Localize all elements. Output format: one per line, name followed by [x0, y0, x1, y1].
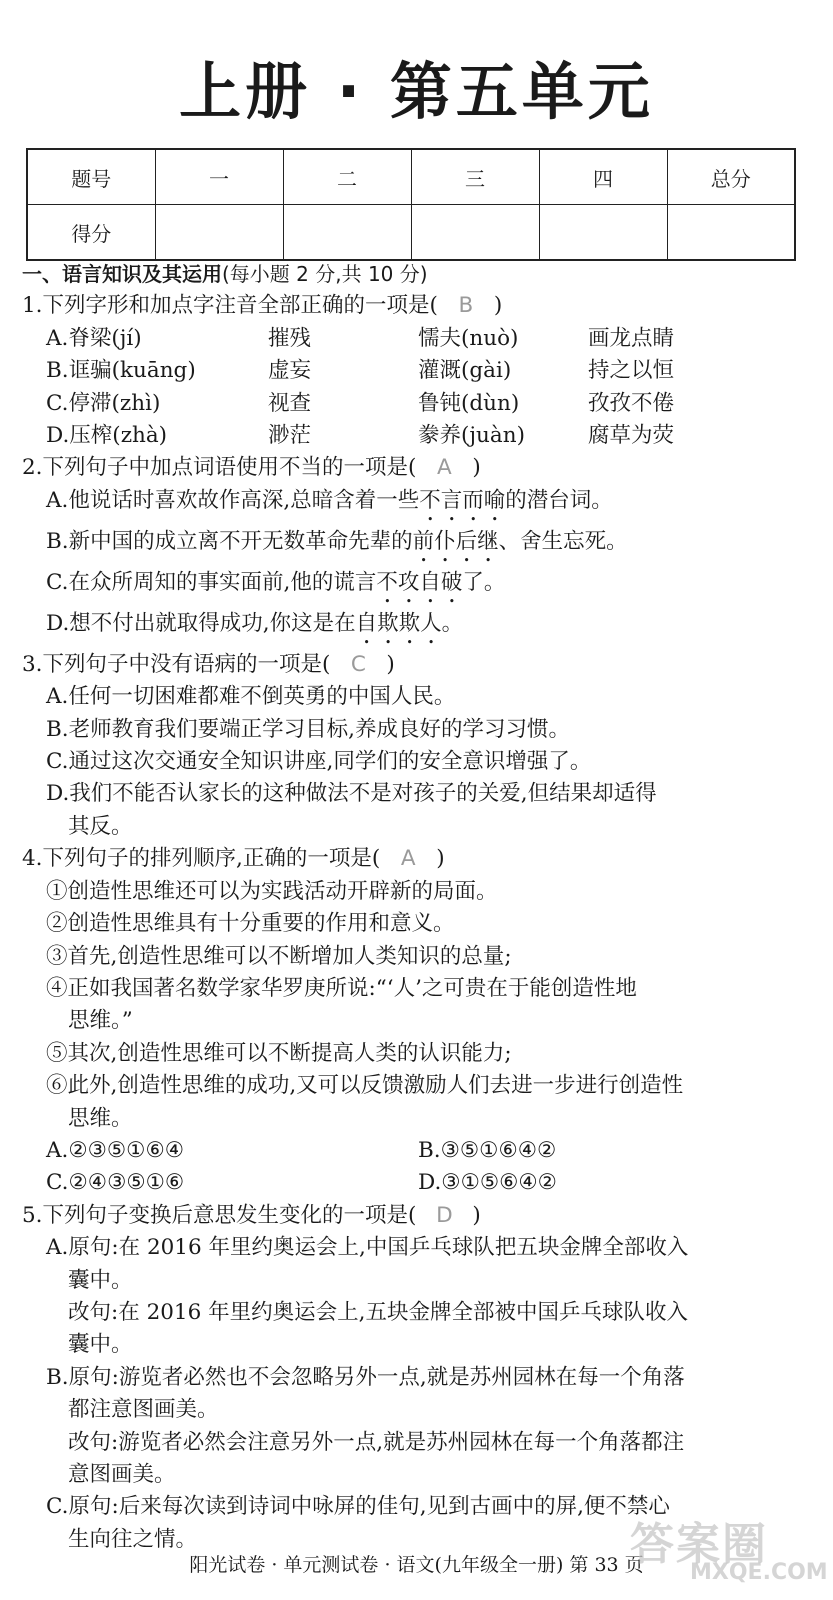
question-1-stem [22, 290, 802, 322]
section-note: (每小题 2 分,共 10 分) [222, 262, 428, 286]
q4-choice-row [22, 1135, 802, 1167]
question-text: 5.下列句子变换后意思发生变化的一项是( [22, 1202, 417, 1228]
option-cell: 懦夫(nuò) [418, 325, 519, 351]
option-cell: D.压榨(zhà) [46, 423, 168, 449]
option-cell: 持之以恒 [588, 358, 675, 384]
option-cell: 腐草为荧 [588, 423, 675, 449]
option-text: 了。 [462, 569, 506, 595]
option-cell: 鲁钝(dùn) [418, 390, 520, 416]
q1-option-row [22, 388, 802, 420]
site-watermark [630, 1508, 828, 1588]
q4-sentence: ②创造性思维具有十分重要的作用和意义。 [46, 911, 455, 937]
score-table-score-row [27, 205, 795, 261]
answer-mark: A [400, 846, 416, 872]
question-text: 3.下列句子中没有语病的一项是( [22, 651, 331, 677]
option-cell: C.停滞(zhì) [46, 390, 161, 416]
question-text: 1.下列字形和加点字注音全部正确的一项是( [22, 293, 438, 319]
q5-line: C.原句:后来每次读到诗词中咏屏的佳句,见到古画中的屏,便不禁心 [46, 1494, 670, 1520]
page-title: 上册 · 第五单元 [179, 55, 654, 128]
q3-option-continuation: 其反。 [68, 813, 133, 839]
answer-mark: D [436, 1202, 453, 1228]
score-table [26, 148, 796, 261]
score-cell [667, 205, 795, 261]
watermark-url: MXQE.COM [690, 1560, 828, 1585]
q4-choice-row [22, 1167, 802, 1199]
q2-option [22, 485, 802, 526]
q4-sentence: ④正如我国著名数学家华罗庚所说:“‘人’之可贵在于能创造性地 [46, 975, 637, 1001]
q3-option: A.任何一切困难都难不倒英勇的中国人民。 [46, 684, 456, 710]
choice: C.②④③⑤①⑥ [46, 1170, 185, 1196]
score-cell [283, 205, 411, 261]
option-cell: 画龙点睛 [588, 325, 675, 351]
section-heading [22, 258, 802, 290]
option-cell: B.诓骗(kuāng) [46, 358, 196, 384]
paren-close: ) [493, 293, 503, 319]
score-cell [155, 205, 283, 261]
dotted-phrase: 前仆后继 [412, 528, 499, 554]
answer-mark: B [458, 293, 474, 319]
q5-line: B.原句:游览者必然也不会忽略另外一点,就是苏州园林在每一个角落 [46, 1364, 685, 1390]
score-cell [539, 205, 667, 261]
q5-line-continuation: 囊中。 [68, 1267, 133, 1293]
q3-option: B.老师教育我们要端正学习目标,养成良好的学习习惯。 [46, 716, 570, 742]
paren-close: ) [436, 846, 445, 872]
q5-line: A.原句:在 2016 年里约奥运会上,中国乒乓球队把五块金牌全部收入 [46, 1235, 689, 1261]
question-5-stem [22, 1200, 802, 1232]
option-cell: 豢养(juàn) [418, 423, 525, 449]
choice: A.②③⑤①⑥④ [46, 1137, 185, 1163]
q4-sentence: ①创造性思维还可以为实践活动开辟新的局面。 [46, 878, 498, 904]
q4-sentence: ⑤其次,创造性思维可以不断提高人类的认识能力; [46, 1040, 512, 1066]
q1-option-row [22, 420, 802, 452]
option-cell: 虚妄 [268, 358, 312, 384]
q5-line: 改句:在 2016 年里约奥运会上,五块金牌全部被中国乒乓球队收入 [68, 1299, 688, 1325]
q1-option-row [22, 323, 802, 355]
q5-line-continuation: 意图画美。 [68, 1462, 176, 1487]
option-cell: 灌溉(gài) [418, 358, 512, 384]
option-text: 。 [441, 610, 464, 636]
q5-line: 改句:游览者必然会注意另外一点,就是苏州园林在每一个角落都注 [68, 1429, 685, 1455]
q2-option [22, 526, 802, 567]
q1-option-row [22, 355, 802, 387]
q5-line-continuation: 囊中。 [68, 1332, 133, 1358]
paren-close: ) [472, 1202, 481, 1228]
score-row-label: 得分 [27, 205, 155, 261]
q4-sentence: ⑥此外,创造性思维的成功,又可以反馈激励人们去进一步进行创造性 [46, 1073, 684, 1099]
score-cell [411, 205, 539, 261]
choice: B.③⑤①⑥④② [418, 1137, 557, 1163]
answer-mark: C [350, 651, 366, 677]
q3-option: C.通过这次交通安全知识讲座,同学们的安全意识增强了。 [46, 749, 592, 775]
score-header-cell: 四 [539, 149, 667, 205]
section-title: 一、语言知识及其运用 [22, 262, 222, 286]
q4-sentence: ③首先,创造性思维可以不断增加人类知识的总量; [46, 943, 512, 969]
option-text: 、舍生忘死。 [498, 528, 628, 554]
option-cell: 孜孜不倦 [588, 390, 675, 416]
q2-option [22, 608, 802, 649]
score-header-cell: 二 [283, 149, 411, 205]
option-text: A.他说话时喜欢故作高深,总暗含着一些 [46, 487, 420, 513]
option-text: D.想不付出就取得成功,你这是在 [46, 610, 356, 636]
option-cell: 渺茫 [268, 423, 312, 449]
q3-option: D.我们不能否认家长的这种做法不是对孩子的关爱,但结果却适得 [46, 781, 657, 807]
option-cell: 视查 [268, 390, 312, 416]
choice: D.③①⑤⑥④② [418, 1170, 557, 1196]
q2-option [22, 567, 802, 608]
question-4-stem [22, 843, 802, 875]
score-table-header-row [27, 149, 795, 205]
exam-content [22, 258, 802, 1556]
dotted-phrase: 自欺欺人 [355, 610, 442, 636]
dotted-phrase: 不攻自破 [376, 569, 463, 595]
question-2-stem [22, 452, 802, 484]
score-header-cell: 总分 [667, 149, 795, 205]
question-text: 2.下列句子中加点词语使用不当的一项是( [22, 455, 417, 481]
option-text: B.新中国的成立离不开无数革命先辈的 [46, 528, 413, 554]
page-footer: 阳光试卷 · 单元测试卷 · 语文(九年级全一册) 第 33 页 [189, 1554, 644, 1576]
q4-sentence-continuation: 思维。 [68, 1105, 133, 1131]
answer-mark: A [437, 455, 452, 481]
q4-sentence-continuation: 思维。” [68, 1008, 133, 1034]
score-header-cell: 题号 [27, 149, 155, 205]
q5-line-continuation: 都注意图画美。 [68, 1397, 219, 1423]
option-cell: A.脊梁(jí) [46, 325, 142, 351]
question-text: 4.下列句子的排列顺序,正确的一项是( [22, 846, 381, 872]
paren-close: ) [386, 651, 395, 677]
paren-close: ) [472, 455, 481, 481]
score-header-cell: 三 [411, 149, 539, 205]
option-text: C.在众所周知的事实面前,他的谎言 [46, 569, 377, 595]
option-text: 的潜台词。 [505, 487, 613, 513]
dotted-phrase: 不言而喻 [419, 487, 506, 513]
question-3-stem [22, 649, 802, 681]
score-header-cell: 一 [155, 149, 283, 205]
option-cell: 摧残 [268, 325, 312, 351]
q5-line-continuation: 生向往之情。 [68, 1526, 198, 1552]
watermark-logo-text: 答案圈 [630, 1519, 768, 1570]
